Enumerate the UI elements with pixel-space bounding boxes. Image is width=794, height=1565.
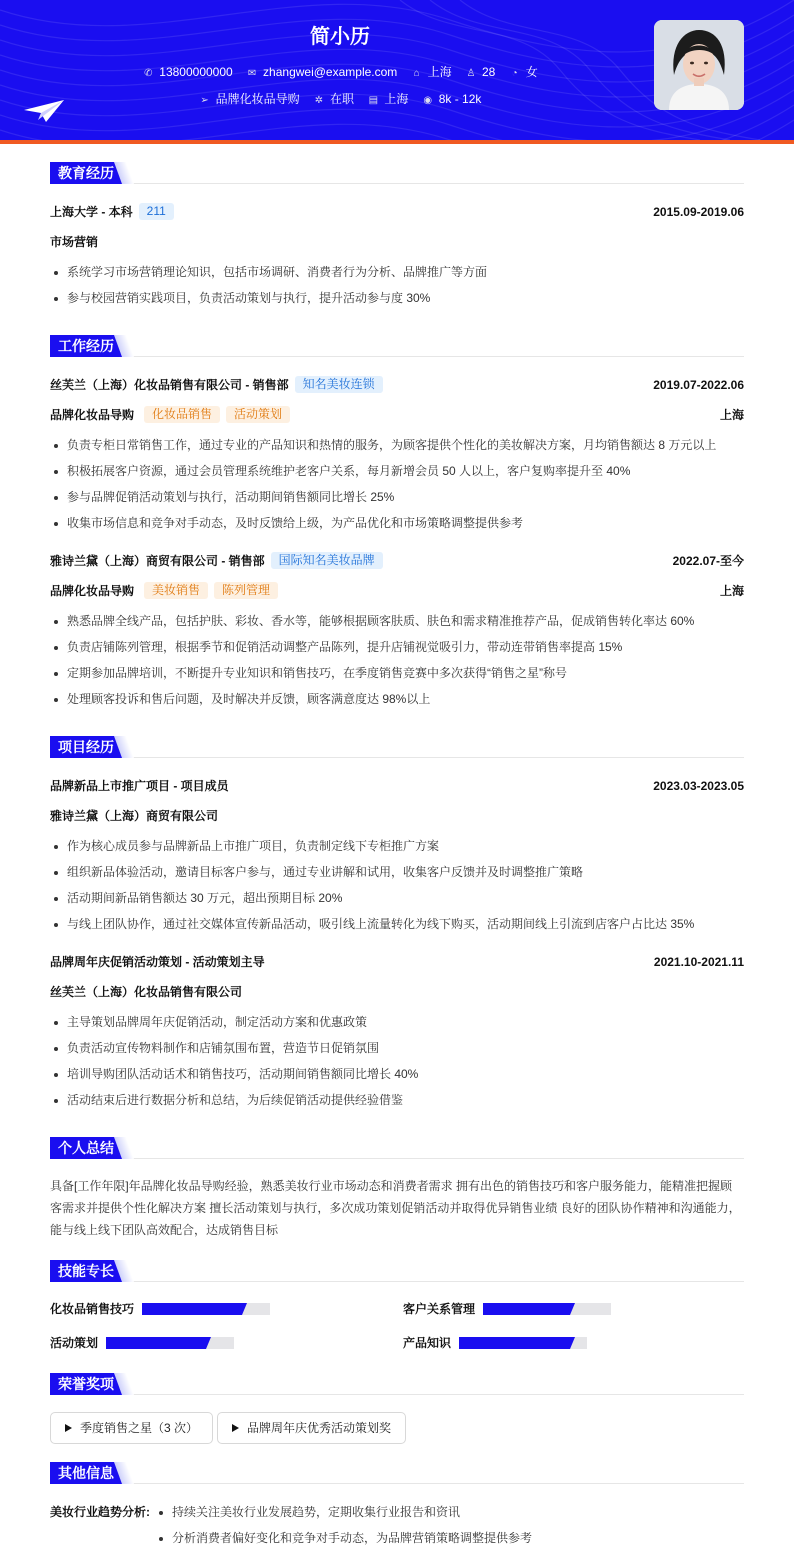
- skill-name: 化妆品销售技巧: [50, 1302, 135, 1316]
- position-value: 品牌化妆品导购: [215, 92, 300, 106]
- gender-icon: ◔: [511, 68, 518, 79]
- work-city: 上海: [719, 584, 744, 598]
- work-header: [50, 552, 744, 570]
- list-item: 参与品牌促销活动策划与执行，活动期间销售额同比增长 25%: [50, 488, 744, 506]
- phone-icon: ✆: [144, 68, 153, 79]
- skill-bar: [142, 1303, 270, 1315]
- summary-line: 具备[工作年限]年品牌化妆品导购经验，熟悉美妆行业市场动态和消费者需求 拥有出色的销售技巧和客户服务能力，能精准把握顾: [50, 1179, 733, 1193]
- summary-line: 能与线上线下团队高效配合，达成销售目标: [50, 1223, 279, 1237]
- skill-bar: [106, 1337, 234, 1349]
- skill-bar-fill: [106, 1337, 206, 1349]
- project-org: 丝芙兰（上海）化妆品销售有限公司: [50, 985, 243, 999]
- school-tag: 211: [139, 203, 174, 220]
- summary-text: [50, 1175, 744, 1241]
- status-icon: ✲: [314, 95, 324, 106]
- summary-line: 客需求并提供个性化解决方案 擅长活动策划与执行，多次成功策划促销活动并取得优异销售业绩 良好的团队协作精神和沟通能力，: [50, 1201, 741, 1215]
- position-item: [199, 90, 300, 107]
- list-item: 参与校园营销实践项目，负责活动策划与执行，提升活动参与度 30%: [50, 289, 744, 307]
- salary-value: 8k - 12k: [438, 92, 482, 106]
- work-role: [50, 406, 744, 424]
- section-title: 荣誉奖项: [50, 1373, 122, 1395]
- work-role: [50, 582, 744, 600]
- list-item: 分析消费者偏好变化和竞争对手动态，为品牌营销策略调整提供参考: [155, 1529, 744, 1547]
- project-org: 雅诗兰黛（上海）商贸有限公司: [50, 809, 219, 823]
- work-header: [50, 376, 744, 394]
- list-item: 系统学习市场营销理论知识，包括市场调研、消费者行为分析、品牌推广等方面: [50, 263, 744, 281]
- skill-name: 产品知识: [403, 1336, 452, 1350]
- company-name: 丝芙兰（上海）化妆品销售有限公司 - 销售部: [50, 378, 289, 392]
- contact-row: [0, 63, 680, 80]
- school-name: 上海大学 - 本科: [50, 205, 133, 219]
- resume-header: [0, 0, 794, 140]
- skill-bar-fill: [142, 1303, 242, 1315]
- education-header: [50, 203, 744, 221]
- job-intent-row: [0, 90, 680, 107]
- work-date: 2022.07-至今: [672, 554, 744, 568]
- phone-item: [142, 65, 232, 79]
- education-date: 2015.09-2019.06: [653, 205, 744, 219]
- company-tag: 国际知名美妆品牌: [271, 552, 383, 569]
- skill-bar-fill: [483, 1303, 570, 1315]
- list-item: 作为核心成员参与品牌新品上市推广项目，负责制定线下专柜推广方案: [50, 837, 744, 855]
- award-item: [217, 1412, 406, 1444]
- email-item: [246, 65, 397, 79]
- work-city-item: [367, 90, 408, 107]
- status-item: [313, 90, 354, 107]
- skill-name: 客户关系管理: [403, 1302, 476, 1316]
- list-item: 活动结束后进行数据分析和总结，为后续促销活动提供经验借鉴: [50, 1091, 744, 1109]
- award-label: 季度销售之星（3 次）: [80, 1421, 199, 1435]
- project-header: [50, 777, 744, 795]
- role-name: 品牌化妆品导购: [50, 584, 135, 598]
- section-summary: [50, 1137, 744, 1159]
- paper-plane-logo: [24, 100, 64, 124]
- skill-bar: [459, 1337, 587, 1349]
- city-value: 上海: [427, 65, 452, 79]
- skill-item: [50, 1334, 234, 1352]
- home-icon: ⌂: [413, 68, 420, 79]
- section-title: 教育经历: [50, 162, 122, 184]
- work-city-value: 上海: [384, 92, 409, 106]
- list-item: 持续关注美妆行业发展趋势，定期收集行业报告和资讯: [155, 1503, 744, 1521]
- company-tag: 知名美妆连锁: [295, 376, 383, 393]
- age-value: 28: [482, 65, 496, 79]
- send-icon: ➢: [200, 95, 209, 106]
- skill-tag: 美妆销售: [144, 582, 208, 599]
- project-date: 2023.03-2023.05: [653, 779, 744, 793]
- project-name: 品牌周年庆促销活动策划 - 活动策划主导: [50, 955, 265, 969]
- list-item: 培训导购团队活动话术和销售技巧，活动期间销售额同比增长 40%: [50, 1065, 744, 1083]
- triangle-icon: [65, 1424, 72, 1432]
- candidate-name: 简小历: [310, 26, 370, 48]
- project-name: 品牌新品上市推广项目 - 项目成员: [50, 779, 229, 793]
- work-city: 上海: [719, 408, 744, 422]
- project-header: [50, 953, 744, 971]
- section-other: [50, 1462, 744, 1484]
- avatar-portrait: [654, 20, 744, 110]
- education-major: 市场营销: [50, 235, 99, 249]
- phone-value: 13800000000: [159, 65, 233, 79]
- skill-tag: 陈列管理: [214, 582, 278, 599]
- skill-name: 活动策划: [50, 1336, 99, 1350]
- list-item: 负责专柜日常销售工作，通过专业的产品知识和热情的服务，为顾客提供个性化的美妆解决方案，月均销售额达 8 万元以上: [50, 436, 744, 454]
- age-item: [465, 65, 495, 79]
- list-item: 积极拓展客户资源，通过会员管理系统维护老客户关系，每月新增会员 50 人以上，客户复购率提升至 40%: [50, 462, 744, 480]
- list-item: 收集市场信息和竞争对手动态，及时反馈给上级，为产品优化和市场策略调整提供参考: [50, 514, 744, 532]
- building-icon: ▤: [368, 95, 379, 106]
- list-item: 负责活动宣传物料制作和店铺氛围布置，营造节日促销氛围: [50, 1039, 744, 1057]
- list-item: 定期参加品牌培训，不断提升专业知识和销售技巧，在季度销售竞赛中多次获得“销售之星”称号: [50, 664, 744, 682]
- status-value: 在职: [329, 92, 354, 106]
- section-skills: [50, 1260, 744, 1282]
- section-projects: [50, 736, 744, 758]
- age-icon: ♙: [466, 68, 476, 79]
- mail-icon: ✉: [247, 68, 257, 79]
- list-item: 熟悉品牌全线产品，包括护肤、彩妆、香水等，能够根据顾客肤质、肤色和需求精准推荐产品，促成销售转化率达 60%: [50, 612, 744, 630]
- skill-item: [50, 1300, 270, 1318]
- list-item: 主导策划品牌周年庆促销活动，制定活动方案和优惠政策: [50, 1013, 744, 1031]
- skill-bar-fill: [459, 1337, 570, 1349]
- section-title: 技能专长: [50, 1260, 122, 1282]
- header-accent-stripe: [0, 140, 794, 144]
- skill-item: [403, 1300, 611, 1318]
- award-label: 品牌周年庆优秀活动策划奖: [247, 1421, 392, 1435]
- avatar: [654, 20, 744, 110]
- award-item: [50, 1412, 213, 1444]
- skill-tag: 活动策划: [226, 406, 290, 423]
- salary-icon: ◉: [423, 95, 433, 106]
- section-title: 个人总结: [50, 1137, 122, 1159]
- triangle-icon: [232, 1424, 239, 1432]
- salary-item: [422, 92, 482, 106]
- email-value: zhangwei@example.com: [263, 65, 398, 79]
- list-item: 组织新品体验活动，邀请目标客户参与，通过专业讲解和试用，收集客户反馈并及时调整推广策略: [50, 863, 744, 881]
- project-date: 2021.10-2021.11: [653, 955, 744, 969]
- city-item: [411, 63, 452, 80]
- role-name: 品牌化妆品导购: [50, 408, 135, 422]
- section-awards: [50, 1373, 744, 1395]
- gender-item: [509, 63, 538, 80]
- work-date: 2019.07-2022.06: [653, 378, 744, 392]
- company-name: 雅诗兰黛（上海）商贸有限公司 - 销售部: [50, 554, 265, 568]
- other-label: 美妆行业趋势分析:: [50, 1505, 150, 1519]
- skill-item: [403, 1334, 587, 1352]
- list-item: 负责店铺陈列管理，根据季节和促销活动调整产品陈列，提升店铺视觉吸引力，带动连带销售率提高 15%: [50, 638, 744, 656]
- skill-tag: 化妆品销售: [144, 406, 220, 423]
- section-education: [50, 162, 744, 184]
- skill-bar: [483, 1303, 611, 1315]
- list-item: 处理顾客投诉和售后问题，及时解决并反馈，顾客满意度达 98%以上: [50, 690, 744, 708]
- list-item: 活动期间新品销售额达 30 万元，超出预期目标 20%: [50, 889, 744, 907]
- gender-value: 女: [525, 65, 538, 79]
- section-title: 项目经历: [50, 736, 122, 758]
- section-title: 其他信息: [50, 1462, 122, 1484]
- section-title: 工作经历: [50, 335, 122, 357]
- section-work: [50, 335, 744, 357]
- list-item: 与线上团队协作，通过社交媒体宣传新品活动，吸引线上流量转化为线下购买，活动期间线上引流到店客户占比达 35%: [50, 915, 744, 933]
